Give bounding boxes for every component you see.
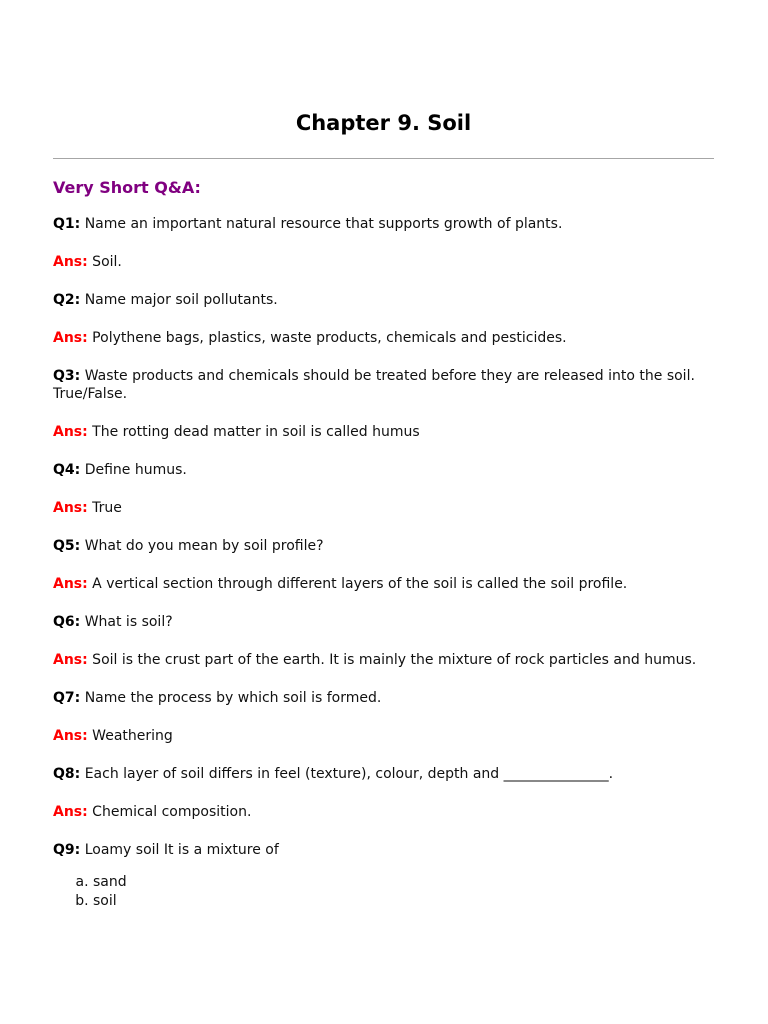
answer-label: Ans:: [53, 424, 88, 440]
q9-options-list: [53, 873, 714, 911]
option-item: b. soil: [93, 892, 714, 911]
question-1: [53, 215, 714, 233]
question-label: Q4:: [53, 462, 81, 478]
question-text: What do you mean by soil profile?: [80, 538, 324, 554]
question-label: Q9:: [53, 842, 81, 858]
question-label: Q1:: [53, 216, 81, 232]
answer-label: Ans:: [53, 500, 88, 516]
answer-text: Weathering: [87, 728, 173, 744]
question-text: Name an important natural resource that supports growth of plants.: [80, 216, 563, 232]
question-text: Each layer of soil differs in feel (texture), colour, depth and _______________.: [80, 766, 614, 782]
question-8: [53, 765, 714, 783]
question-text: Waste products and chemicals should be treated before they are released into the soil. True/False.: [53, 368, 695, 402]
answer-2: [53, 329, 714, 347]
answer-text: Polythene bags, plastics, waste products, chemicals and pesticides.: [87, 330, 567, 346]
answer-3: [53, 423, 714, 441]
question-text: What is soil?: [80, 614, 173, 630]
question-text: Name the process by which soil is formed.: [80, 690, 382, 706]
answer-label: Ans:: [53, 254, 88, 270]
question-label: Q8:: [53, 766, 81, 782]
answer-text: Chemical composition.: [87, 804, 252, 820]
answer-label: Ans:: [53, 576, 88, 592]
answer-label: Ans:: [53, 652, 88, 668]
question-2: [53, 291, 714, 309]
answer-4: [53, 499, 714, 517]
answer-text: Soil.: [87, 254, 122, 270]
question-5: [53, 537, 714, 555]
answer-7: [53, 727, 714, 745]
section-heading: Very Short Q&A:: [53, 178, 201, 197]
answer-text: A vertical section through different layers of the soil is called the soil profile.: [87, 576, 628, 592]
question-text: Define humus.: [80, 462, 187, 478]
question-label: Q6:: [53, 614, 81, 630]
chapter-title: Chapter 9. Soil: [295, 111, 472, 135]
title-divider: [53, 158, 714, 159]
question-7: [53, 689, 714, 707]
question-9: [53, 841, 714, 859]
question-text: Name major soil pollutants.: [80, 292, 278, 308]
question-text: Loamy soil It is a mixture of: [80, 842, 279, 858]
question-3: [53, 367, 714, 403]
question-label: Q5:: [53, 538, 81, 554]
answer-label: Ans:: [53, 330, 88, 346]
answer-5: [53, 575, 714, 593]
answer-6: [53, 651, 714, 669]
question-label: Q2:: [53, 292, 81, 308]
option-item: a. sand: [93, 873, 714, 892]
answer-label: Ans:: [53, 728, 88, 744]
answer-label: Ans:: [53, 804, 88, 820]
question-6: [53, 613, 714, 631]
answer-text: The rotting dead matter in soil is called humus: [87, 424, 420, 440]
question-label: Q3:: [53, 368, 81, 384]
question-label: Q7:: [53, 690, 81, 706]
answer-text: Soil is the crust part of the earth. It is mainly the mixture of rock particles and humus.: [87, 652, 697, 668]
answer-8: [53, 803, 714, 821]
answer-text: True: [87, 500, 122, 516]
question-4: [53, 461, 714, 479]
answer-1: [53, 253, 714, 271]
qa-list: [53, 215, 714, 911]
